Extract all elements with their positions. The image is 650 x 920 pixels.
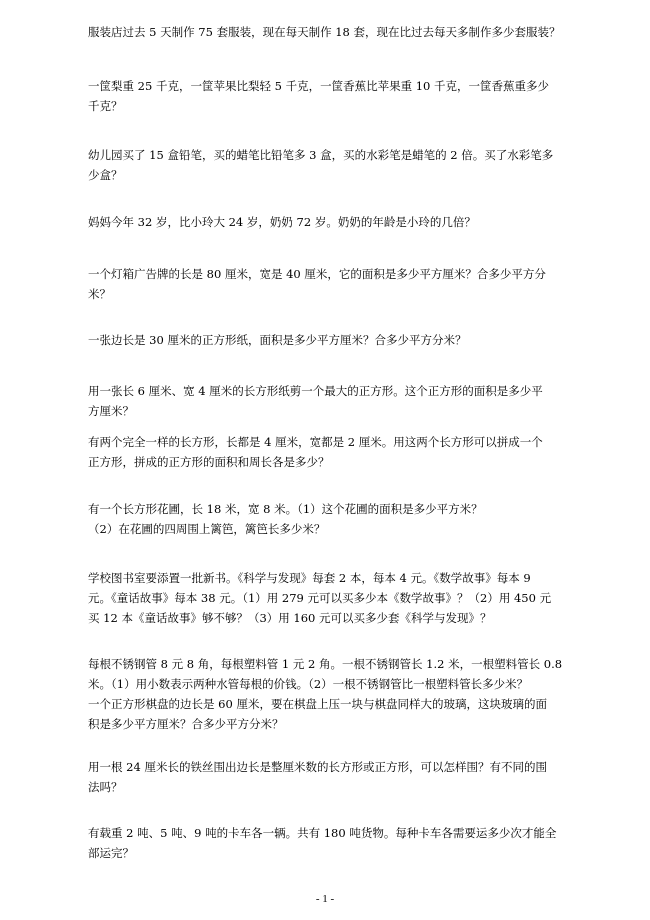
problem-line: 少盒？ bbox=[88, 168, 123, 182]
problem-line: 用一张长 6 厘米、宽 4 厘米的长方形纸剪一个最大的正方形。这个正方形的面积是多少平 bbox=[88, 384, 543, 398]
problem-line: （2）在花圃的四周围上篱笆，篱笆长多少米？ bbox=[88, 522, 326, 536]
problem-8 bbox=[88, 432, 558, 472]
problem-line: 法吗？ bbox=[88, 780, 123, 794]
problem-line: 每根不锈钢管 8 元 8 角，每根塑料管 1 元 2 角。一根不锈钢管长 1.2 米，一根塑料管长 0.8 bbox=[88, 657, 563, 671]
problem-line: 米？ bbox=[88, 287, 111, 301]
problem-line: 一张边长是 30 厘米的正方形纸，面积是多少平方厘米？合多少平方分米？ bbox=[88, 333, 467, 347]
problem-13 bbox=[88, 823, 558, 863]
problem-line: 正方形，拼成的正方形的面积和周长各是多少？ bbox=[88, 455, 330, 469]
problem-6 bbox=[88, 330, 558, 350]
problem-1 bbox=[88, 22, 561, 42]
problem-line: 积是多少平方厘米？合多少平方分米？ bbox=[88, 717, 284, 731]
problem-line: 米。（1）用小数表示两种水管每根的价钱。（2）一根不锈钢管比一根塑料管长多少米？ bbox=[88, 677, 529, 691]
problem-5 bbox=[88, 264, 558, 304]
problem-3 bbox=[88, 145, 558, 185]
problem-9 bbox=[88, 499, 558, 539]
problem-line: 买 12 本《童话故事》够不够？（3）用 160 元可以买多少套《科学与发现》？ bbox=[88, 611, 492, 625]
problem-line: 幼儿园买了 15 盒铅笔，买的蜡笔比铅笔多 3 盒，买的水彩笔是蜡笔的 2 倍。买了水彩笔多 bbox=[88, 148, 554, 162]
problem-line: 妈妈今年 32 岁，比小玲大 24 岁，奶奶 72 岁。奶奶的年龄是小玲的几倍？ bbox=[88, 215, 476, 229]
problem-2 bbox=[88, 76, 558, 116]
problem-line: 服装店过去 5 天制作 75 套服装，现在每天制作 18 套，现在比过去每天多制作多少套服装？ bbox=[88, 25, 561, 39]
problem-10 bbox=[88, 568, 558, 628]
problem-line: 元。《童话故事》每本 38 元。（1）用 279 元可以买多少本《数学故事》？（2）用 450 元 bbox=[88, 591, 552, 605]
problem-line: 有两个完全一样的长方形，长都是 4 厘米，宽都是 2 厘米。用这两个长方形可以拼成一个 bbox=[88, 435, 543, 449]
problem-line: 有一个长方形花圃，长 18 米，宽 8 米。（1）这个花圃的面积是多少平方米？ bbox=[88, 502, 483, 516]
problem-12 bbox=[88, 757, 558, 797]
problem-line: 有载重 2 吨、5 吨、9 吨的卡车各一辆。共有 180 吨货物。每种卡车各需要运多少次才能全 bbox=[88, 826, 557, 840]
page-number: - 1 - bbox=[315, 893, 335, 905]
problem-line: 学校图书室要添置一批新书。《科学与发现》每套 2 本，每本 4 元。《数学故事》每本 9 bbox=[88, 571, 531, 585]
problem-line: 一个灯箱广告牌的长是 80 厘米，宽是 40 厘米，它的面积是多少平方厘米？合多少平方分 bbox=[88, 267, 546, 281]
problem-line: 用一根 24 厘米长的铁丝围出边长是整厘米数的长方形或正方形，可以怎样围？有不同的围 bbox=[88, 760, 547, 774]
problem-line: 千克？ bbox=[88, 99, 123, 113]
problem-line: 一个正方形棋盘的边长是 60 厘米，要在棋盘上压一块与棋盘同样大的玻璃，这块玻璃的面 bbox=[88, 697, 547, 711]
problem-line: 一筐梨重 25 千克，一筐苹果比梨轻 5 千克，一筐香蕉比苹果重 10 千克，一筐香蕉重多少 bbox=[88, 79, 550, 93]
problem-7 bbox=[88, 381, 558, 421]
problem-11 bbox=[88, 654, 563, 734]
problem-line: 方厘米？ bbox=[88, 404, 134, 418]
problem-4 bbox=[88, 212, 558, 232]
problem-line: 部运完？ bbox=[88, 846, 134, 860]
